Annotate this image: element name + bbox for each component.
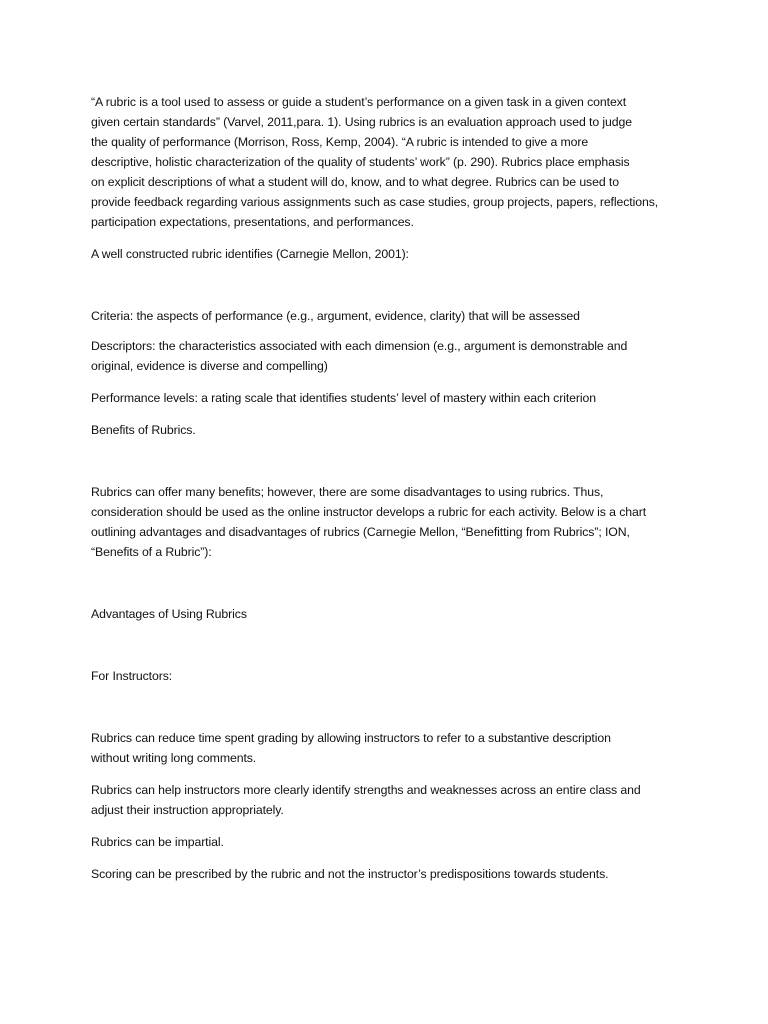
text-line: Advantages of Using Rubrics <box>91 607 247 621</box>
text-line: A well constructed rubric identifies (Carnegie Mellon, 2001): <box>91 247 409 261</box>
benefits-paragraph <box>91 482 689 562</box>
text-line: Rubrics can be impartial. <box>91 835 224 849</box>
text-line: adjust their instruction appropriately. <box>91 803 284 817</box>
text-line: given certain standards” (Varvel, 2011,para. 1). Using rubrics is an evaluation approach used to judge <box>91 115 632 129</box>
well-constructed-paragraph <box>91 244 689 264</box>
text-line: For Instructors: <box>91 669 173 683</box>
text-line: participation expectations, presentations, and performances. <box>91 215 414 229</box>
text-line: Performance levels: a rating scale that identifies students’ level of mastery within each criterion <box>91 391 596 405</box>
descriptors-paragraph <box>91 336 689 376</box>
performance-levels-paragraph <box>91 388 689 408</box>
text-line: Criteria: the aspects of performance (e.g., argument, evidence, clarity) that will be assessed <box>91 309 580 323</box>
text-line: provide feedback regarding various assignments such as case studies, group projects, papers, reflections, <box>91 195 659 209</box>
text-line: consideration should be used as the online instructor develops a rubric for each activity. Below is a chart <box>91 505 647 519</box>
reduce-time-paragraph <box>91 728 689 768</box>
strengths-paragraph <box>91 780 689 820</box>
text-line: Rubrics can reduce time spent grading by allowing instructors to refer to a substantive description <box>91 731 611 745</box>
text-line: Descriptors: the characteristics associated with each dimension (e.g., argument is demonstrable and <box>91 339 628 353</box>
text-line: original, evidence is diverse and compelling) <box>91 359 328 373</box>
text-line: Scoring can be prescribed by the rubric and not the instructor’s predispositions towards students. <box>91 867 609 881</box>
intro-paragraph <box>91 92 689 232</box>
text-line: “Benefits of a Rubric”): <box>91 545 212 559</box>
scoring-paragraph <box>91 864 689 884</box>
text-line: “A rubric is a tool used to assess or guide a student’s performance on a given task in a given context <box>91 95 627 109</box>
text-line: on explicit descriptions of what a student will do, know, and to what degree. Rubrics can be used to <box>91 175 619 189</box>
text-line: Rubrics can offer many benefits; however, there are some disadvantages to using rubrics. Thus, <box>91 485 604 499</box>
criteria-paragraph <box>91 306 689 326</box>
text-line: Rubrics can help instructors more clearly identify strengths and weaknesses across an entire class and <box>91 783 641 797</box>
text-line: the quality of performance (Morrison, Ross, Kemp, 2004). “A rubric is intended to give a more <box>91 135 589 149</box>
text-line: Benefits of Rubrics. <box>91 423 196 437</box>
text-line: outlining advantages and disadvantages of rubrics (Carnegie Mellon, “Benefitting from Rubrics”; ION, <box>91 525 630 539</box>
advantages-heading <box>91 604 689 624</box>
benefits-heading <box>91 420 689 440</box>
impartial-paragraph <box>91 832 689 852</box>
text-line: without writing long comments. <box>91 751 257 765</box>
document-body <box>91 92 689 884</box>
text-line: descriptive, holistic characterization of the quality of students’ work” (p. 290). Rubrics place emphasis <box>91 155 630 169</box>
for-instructors-heading <box>91 666 689 686</box>
